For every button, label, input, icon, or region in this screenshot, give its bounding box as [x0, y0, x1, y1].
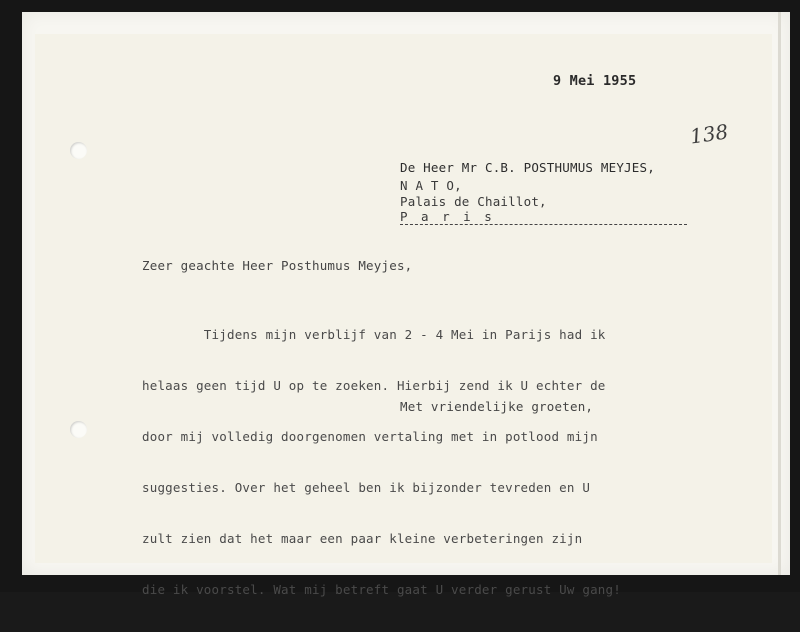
letter-body [142, 292, 621, 632]
body-line: helaas geen tijd U op te zoeken. Hierbij zend ik U echter de [142, 378, 606, 393]
body-line: die ik voorstel. Wat mij betreft gaat U verder gerust Uw gang! [142, 582, 621, 597]
archive-number: 138 [688, 119, 730, 149]
paper-edge [778, 12, 781, 575]
letter-date: 9 Mei 1955 [553, 73, 637, 89]
punch-hole-top [70, 142, 87, 159]
salutation: Zeer geachte Heer Posthumus Meyjes, [142, 258, 413, 273]
closing: Met vriendelijke groeten, [400, 399, 594, 414]
body-line: door mij volledig doorgenomen vertaling met in potlood mijn [142, 429, 598, 444]
recipient-name: De Heer Mr C.B. POSTHUMUS MEYJES, [400, 160, 655, 175]
punch-hole-bottom [70, 421, 87, 438]
recipient-address: Palais de Chaillot, [400, 194, 547, 209]
body-line: suggesties. Over het geheel ben ik bijzonder tevreden en U [142, 480, 591, 495]
address-underline [400, 224, 687, 225]
recipient-city: P a r i s [400, 209, 495, 224]
body-line: zult zien dat het maar een paar kleine verbeteringen zijn [142, 531, 583, 546]
body-line: Tijdens mijn verblijf van 2 - 4 Mei in Parijs had ik [142, 327, 606, 342]
recipient-organization: N A T O, [400, 178, 462, 193]
